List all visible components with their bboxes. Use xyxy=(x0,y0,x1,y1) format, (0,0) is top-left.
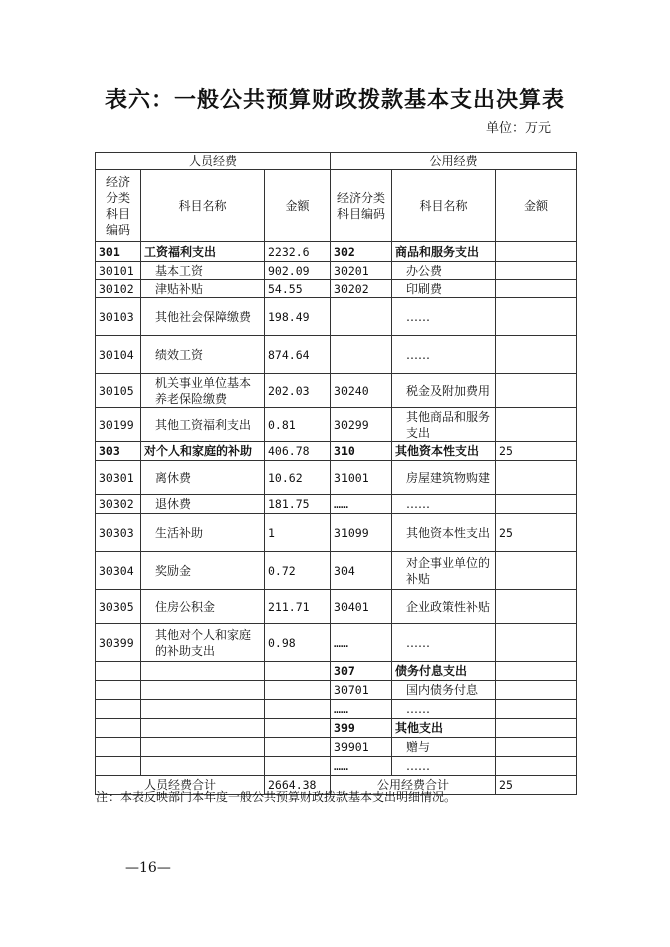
public-amount-cell xyxy=(496,681,577,700)
public-amount-cell xyxy=(496,757,577,776)
header-line: 编码 xyxy=(105,222,130,237)
header-line: 科目 xyxy=(105,206,130,221)
public-total-label: 公用经费合计 xyxy=(331,776,496,795)
public-code-cell: 30202 xyxy=(331,280,392,298)
personnel-amount-cell xyxy=(265,700,331,719)
personnel-name-cell: 离休费 xyxy=(141,461,265,495)
personnel-total-label: 人员经费合计 xyxy=(96,776,265,795)
personnel-name-cell xyxy=(141,757,265,776)
public-name-cell: 其他资本性支出 xyxy=(392,514,496,552)
personnel-amount-cell: 2232.6 xyxy=(265,242,331,262)
personnel-amount-cell xyxy=(265,681,331,700)
public-code-cell: …… xyxy=(331,495,392,514)
personnel-amount-cell: 10.62 xyxy=(265,461,331,495)
personnel-header: 人员经费 xyxy=(96,153,331,170)
public-amount-cell xyxy=(496,280,577,298)
expenditure-table xyxy=(95,152,577,795)
personnel-code-cell: 30102 xyxy=(96,280,141,298)
public-amount-cell: 25 xyxy=(496,442,577,461)
table-row xyxy=(96,662,577,681)
table-row xyxy=(96,552,577,590)
public-code-cell: 39901 xyxy=(331,738,392,757)
public-amount-cell xyxy=(496,336,577,374)
table-row xyxy=(96,374,577,408)
personnel-amount-cell: 1 xyxy=(265,514,331,552)
public-name-cell: 商品和服务支出 xyxy=(392,242,496,262)
public-amount-cell xyxy=(496,590,577,624)
personnel-amount-cell: 202.03 xyxy=(265,374,331,408)
public-name-cell: 国内债务付息 xyxy=(392,681,496,700)
table-row xyxy=(96,757,577,776)
personnel-name-cell: 其他工资福利支出 xyxy=(141,408,265,442)
personnel-amount-cell: 874.64 xyxy=(265,336,331,374)
header-line: 经济分类 xyxy=(337,190,386,205)
personnel-amount-cell: 54.55 xyxy=(265,280,331,298)
personnel-code-cell xyxy=(96,662,141,681)
personnel-code-cell: 30104 xyxy=(96,336,141,374)
public-amount-cell xyxy=(496,495,577,514)
table-row xyxy=(96,495,577,514)
personnel-name-cell: 奖励金 xyxy=(141,552,265,590)
personnel-amount-cell xyxy=(265,662,331,681)
personnel-amount-cell: 181.75 xyxy=(265,495,331,514)
personnel-amount-cell xyxy=(265,757,331,776)
public-amount-cell xyxy=(496,624,577,662)
public-code-cell: 30201 xyxy=(331,262,392,280)
personnel-code-cell: 30101 xyxy=(96,262,141,280)
personnel-amount-cell: 198.49 xyxy=(265,298,331,336)
public-name-cell: 房屋建筑物购建 xyxy=(392,461,496,495)
personnel-amount-cell: 0.72 xyxy=(265,552,331,590)
public-code-cell: 31099 xyxy=(331,514,392,552)
public-amount-cell xyxy=(496,662,577,681)
personnel-code-cell: 30103 xyxy=(96,298,141,336)
personnel-name-cell xyxy=(141,700,265,719)
personnel-name-cell: 退休费 xyxy=(141,495,265,514)
personnel-name-cell: 津贴补贴 xyxy=(141,280,265,298)
public-code-cell: 30299 xyxy=(331,408,392,442)
personnel-name-cell: 其他对个人和家庭的补助支出 xyxy=(141,624,265,662)
personnel-name-cell: 对个人和家庭的补助 xyxy=(141,442,265,461)
personnel-amount-cell xyxy=(265,719,331,738)
personnel-name-cell: 基本工资 xyxy=(141,262,265,280)
public-code-cell: …… xyxy=(331,757,392,776)
personnel-amount-cell: 406.78 xyxy=(265,442,331,461)
personnel-name-cell xyxy=(141,662,265,681)
header-line: 经济 xyxy=(105,174,130,189)
table-row xyxy=(96,738,577,757)
personnel-code-cell: 30305 xyxy=(96,590,141,624)
public-amount-header: 金额 xyxy=(496,170,577,242)
public-name-cell: 企业政策性补贴 xyxy=(392,590,496,624)
public-name-cell: 其他商品和服务支出 xyxy=(392,408,496,442)
header-line: 科目编码 xyxy=(337,206,386,221)
public-name-cell: …… xyxy=(392,700,496,719)
personnel-name-cell xyxy=(141,681,265,700)
public-code-cell: …… xyxy=(331,700,392,719)
public-name-cell: 债务付息支出 xyxy=(392,662,496,681)
personnel-amount-cell: 902.09 xyxy=(265,262,331,280)
personnel-code-cell: 301 xyxy=(96,242,141,262)
personnel-code-cell xyxy=(96,700,141,719)
personnel-code-header xyxy=(96,170,141,242)
personnel-name-cell: 机关事业单位基本养老保险缴费 xyxy=(141,374,265,408)
personnel-name-header: 科目名称 xyxy=(141,170,265,242)
public-code-cell: 30240 xyxy=(331,374,392,408)
table-row xyxy=(96,700,577,719)
public-code-cell: 302 xyxy=(331,242,392,262)
personnel-amount-cell: 0.98 xyxy=(265,624,331,662)
public-name-cell: 其他支出 xyxy=(392,719,496,738)
public-code-cell: 31001 xyxy=(331,461,392,495)
public-name-cell: …… xyxy=(392,624,496,662)
personnel-code-cell: 30303 xyxy=(96,514,141,552)
public-code-cell xyxy=(331,336,392,374)
personnel-name-cell: 其他社会保障缴费 xyxy=(141,298,265,336)
public-amount-cell xyxy=(496,738,577,757)
table-row xyxy=(96,719,577,738)
header-line: 分类 xyxy=(105,190,130,205)
personnel-code-cell xyxy=(96,757,141,776)
personnel-code-cell: 30105 xyxy=(96,374,141,408)
public-amount-cell xyxy=(496,719,577,738)
public-name-cell: 其他资本性支出 xyxy=(392,442,496,461)
personnel-name-cell: 住房公积金 xyxy=(141,590,265,624)
public-code-cell xyxy=(331,298,392,336)
table-row xyxy=(96,461,577,495)
unit-label: 单位：万元 xyxy=(486,121,552,136)
public-code-cell: 304 xyxy=(331,552,392,590)
table-row xyxy=(96,442,577,461)
footnote: 注：本表反映部门本年度一般公共预算财政拨款基本支出明细情况。 xyxy=(96,790,457,804)
public-amount-cell xyxy=(496,461,577,495)
public-header: 公用经费 xyxy=(331,153,577,170)
personnel-code-cell: 30302 xyxy=(96,495,141,514)
personnel-code-cell xyxy=(96,738,141,757)
table-row xyxy=(96,242,577,262)
personnel-total-value: 2664.38 xyxy=(265,776,331,795)
public-amount-cell xyxy=(496,700,577,719)
personnel-code-cell xyxy=(96,681,141,700)
public-name-header: 科目名称 xyxy=(392,170,496,242)
personnel-amount-cell xyxy=(265,738,331,757)
table-row xyxy=(96,681,577,700)
public-amount-cell: 25 xyxy=(496,514,577,552)
public-amount-cell xyxy=(496,374,577,408)
public-name-cell: 办公费 xyxy=(392,262,496,280)
public-amount-cell xyxy=(496,262,577,280)
column-header-row xyxy=(96,170,577,242)
table-row xyxy=(96,262,577,280)
public-code-cell: 30701 xyxy=(331,681,392,700)
personnel-code-cell xyxy=(96,719,141,738)
personnel-code-cell: 30301 xyxy=(96,461,141,495)
public-code-cell: 30401 xyxy=(331,590,392,624)
public-amount-cell xyxy=(496,298,577,336)
table-row xyxy=(96,298,577,336)
table-row xyxy=(96,336,577,374)
public-amount-cell xyxy=(496,242,577,262)
personnel-name-cell xyxy=(141,719,265,738)
personnel-code-cell: 30199 xyxy=(96,408,141,442)
group-header-row xyxy=(96,153,577,170)
personnel-amount-cell: 0.81 xyxy=(265,408,331,442)
table-row xyxy=(96,514,577,552)
page-number: —16— xyxy=(125,860,171,876)
public-name-cell: 赠与 xyxy=(392,738,496,757)
personnel-code-cell: 30399 xyxy=(96,624,141,662)
public-name-cell: …… xyxy=(392,298,496,336)
public-name-cell: 税金及附加费用 xyxy=(392,374,496,408)
personnel-name-cell: 工资福利支出 xyxy=(141,242,265,262)
public-name-cell: …… xyxy=(392,495,496,514)
public-amount-cell xyxy=(496,552,577,590)
public-name-cell: …… xyxy=(392,757,496,776)
public-name-cell: …… xyxy=(392,336,496,374)
personnel-name-cell: 生活补助 xyxy=(141,514,265,552)
personnel-amount-cell: 211.71 xyxy=(265,590,331,624)
public-name-cell: 对企事业单位的补贴 xyxy=(392,552,496,590)
public-code-header xyxy=(331,170,392,242)
page-title: 表六：一般公共预算财政拨款基本支出决算表 xyxy=(104,87,565,113)
personnel-code-cell: 30304 xyxy=(96,552,141,590)
public-name-cell: 印刷费 xyxy=(392,280,496,298)
public-code-cell: 310 xyxy=(331,442,392,461)
table-row xyxy=(96,624,577,662)
public-code-cell: 399 xyxy=(331,719,392,738)
personnel-name-cell: 绩效工资 xyxy=(141,336,265,374)
table-row xyxy=(96,408,577,442)
public-code-cell: 307 xyxy=(331,662,392,681)
personnel-name-cell xyxy=(141,738,265,757)
public-total-value: 25 xyxy=(496,776,577,795)
public-amount-cell xyxy=(496,408,577,442)
table-row xyxy=(96,590,577,624)
personnel-code-cell: 303 xyxy=(96,442,141,461)
table-row xyxy=(96,280,577,298)
personnel-amount-header: 金额 xyxy=(265,170,331,242)
public-code-cell: …… xyxy=(331,624,392,662)
